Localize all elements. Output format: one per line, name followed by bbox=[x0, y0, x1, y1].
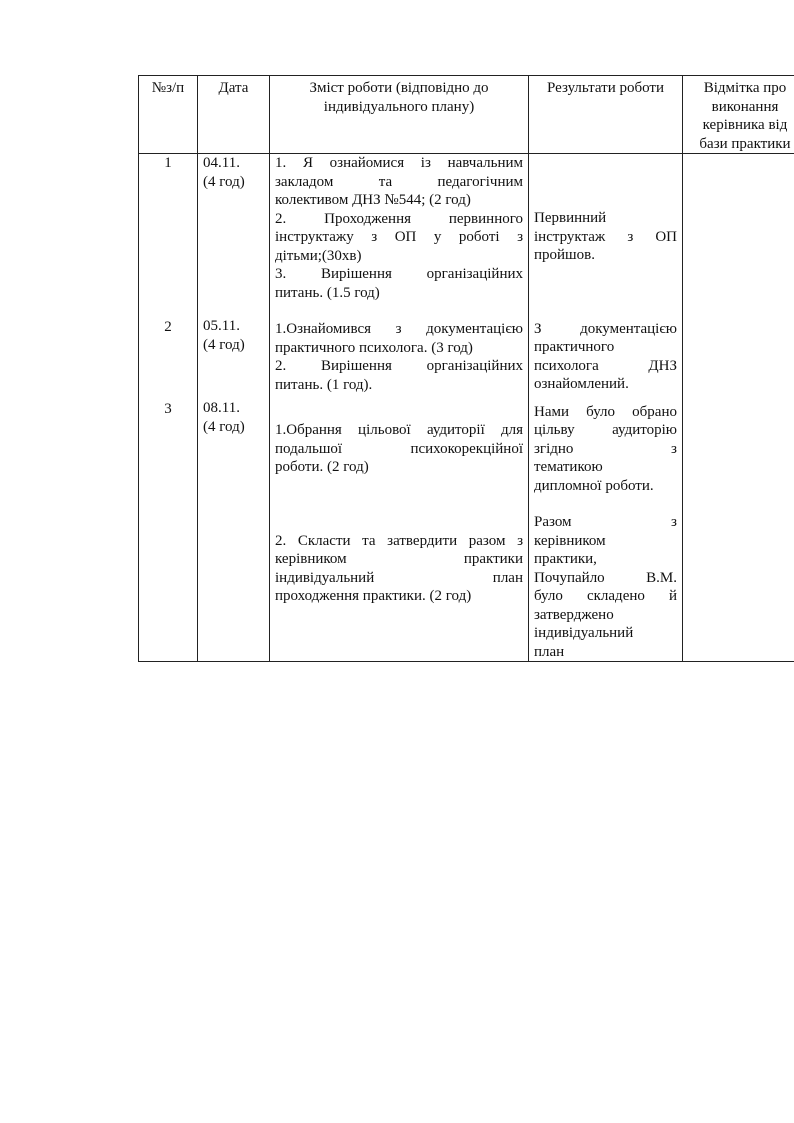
text-line: 1.Обрання цільової аудиторії для bbox=[275, 422, 523, 438]
num-cell bbox=[139, 154, 198, 662]
header-content: Зміст роботи (відповідно до індивідуального плану) bbox=[270, 76, 529, 154]
text-line: 2. Проходження первинного bbox=[275, 210, 523, 227]
text-line: питань. (1.5 год) bbox=[275, 284, 380, 301]
text-line: ознайомлений. bbox=[534, 376, 629, 392]
text-line: пройшов. bbox=[534, 247, 595, 263]
text-line: дітьми;(30хв) bbox=[275, 247, 362, 264]
text-line: 3. Вирішення організаційних bbox=[275, 266, 523, 282]
text-line: Разом з bbox=[534, 514, 677, 530]
text-line: закладом та педагогічним bbox=[275, 173, 523, 190]
text-line: керівником bbox=[534, 532, 606, 549]
row-3-result-1 bbox=[534, 403, 677, 496]
row-3-hours: (4 год) bbox=[203, 418, 245, 435]
row-2-task-2 bbox=[275, 357, 523, 394]
text-line: керівником практики bbox=[275, 551, 523, 567]
row-2-result bbox=[534, 320, 677, 394]
text-line: було складено й bbox=[534, 588, 677, 604]
table-row bbox=[139, 154, 794, 662]
row-3-result-2 bbox=[534, 513, 677, 661]
row-2-date: 05.11. bbox=[203, 318, 240, 334]
row-1-date: 04.11. bbox=[203, 155, 240, 171]
row-3-task-2 bbox=[275, 532, 523, 606]
text-line: практичного bbox=[534, 339, 615, 355]
text-line: інструктажу з ОП у роботі з bbox=[275, 229, 523, 245]
row-1-hours: (4 год) bbox=[203, 173, 245, 190]
header-mark: Відмітка про виконання керівника від бази практики bbox=[683, 76, 794, 154]
text-line: колективом ДНЗ №544; (2 год) bbox=[275, 192, 471, 208]
row-3-num: 3 bbox=[164, 401, 172, 417]
text-line: затверджено bbox=[534, 606, 614, 623]
text-line: Почупайло В.М. bbox=[534, 569, 677, 586]
practice-log-table bbox=[138, 75, 794, 662]
header-results: Результати роботи bbox=[529, 76, 683, 154]
text-line: 2. Скласти та затвердити разом з bbox=[275, 532, 523, 549]
text-line: практичного психолога. (3 год) bbox=[275, 339, 473, 356]
results-cell bbox=[529, 154, 683, 662]
date-cell bbox=[198, 154, 270, 662]
header-row bbox=[139, 76, 794, 154]
text-line: З документацією bbox=[534, 320, 677, 337]
text-line: Первинний bbox=[534, 210, 607, 226]
text-line: проходження практики. (2 год) bbox=[275, 588, 472, 604]
text-line: Нами було обрано bbox=[534, 403, 677, 420]
text-line: роботи. (2 год) bbox=[275, 459, 369, 475]
row-3-task-1 bbox=[275, 421, 523, 477]
content-cell bbox=[270, 154, 529, 662]
mark-cell bbox=[683, 154, 794, 662]
row-2-hours: (4 год) bbox=[203, 336, 245, 353]
row-3-date: 08.11. bbox=[203, 400, 240, 416]
text-line: психолога ДНЗ bbox=[534, 357, 677, 374]
text-line: цільву аудиторію bbox=[534, 422, 677, 438]
row-1-num: 1 bbox=[164, 155, 172, 171]
header-num: №з/п bbox=[139, 76, 198, 154]
text-line: дипломної роботи. bbox=[534, 477, 654, 494]
row-2-task-1 bbox=[275, 320, 523, 357]
text-line: інструктаж з ОП bbox=[534, 228, 677, 245]
header-date: Дата bbox=[198, 76, 270, 154]
row-1-task-2 bbox=[275, 210, 523, 266]
row-1-task-1 bbox=[275, 154, 523, 210]
text-line: 1.Ознайомився з документацією bbox=[275, 321, 523, 337]
text-line: практики, bbox=[534, 551, 597, 567]
text-line: індивідуальний bbox=[534, 625, 634, 641]
text-line: 2. Вирішення організаційних bbox=[275, 358, 523, 374]
row-1-task-3 bbox=[275, 265, 523, 302]
text-line: подальшої психокорекційної bbox=[275, 440, 523, 457]
text-line: індивідуальний план bbox=[275, 569, 523, 586]
text-line: план bbox=[534, 643, 565, 660]
row-1-result bbox=[534, 209, 677, 265]
row-2-num: 2 bbox=[164, 318, 172, 335]
text-line: тематикою bbox=[534, 459, 603, 475]
text-line: згідно з bbox=[534, 440, 677, 457]
text-line: 1. Я ознайомися із навчальним bbox=[275, 155, 523, 171]
text-line: питань. (1 год). bbox=[275, 376, 373, 393]
